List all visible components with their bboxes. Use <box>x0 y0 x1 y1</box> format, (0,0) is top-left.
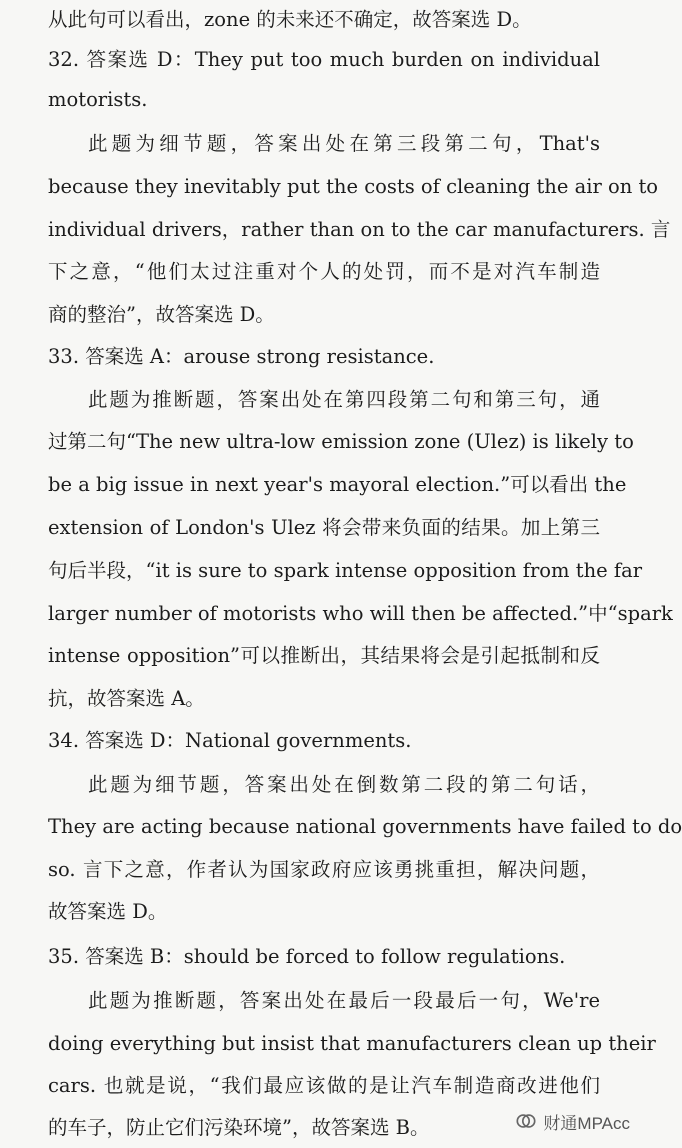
text-line: 抗，故答案选 A。 <box>48 687 205 710</box>
text-line: 此题为推断题，答案出处在最后一段最后一句，We're <box>88 989 600 1012</box>
text-line: individual drivers，rather than on to the car manufacturers. 言 <box>48 218 671 241</box>
text-line: so. 言下之意，作者认为国家政府应该勇挑重担，解决问题， <box>48 858 600 881</box>
text-line: cars. 也就是说，“我们最应该做的是让汽车制造商改进他们 <box>48 1074 600 1097</box>
text-line: 过第二句“The new ultra-low emission zone (Ulez) is likely to <box>48 430 634 453</box>
text-line: larger number of motorists who will then be affected.”中“spark <box>48 602 673 625</box>
text-line: intense opposition”可以推断出，其结果将会是引起抵制和反 <box>48 644 600 667</box>
text-line: 下之意，“他们太过注重对个人的处罚，而不是对汽车制造 <box>48 260 600 283</box>
text-line: motorists. <box>48 88 148 111</box>
text-line: extension of London's Ulez 将会带来负面的结果。加上第三 <box>48 516 600 539</box>
text-line: 的车子，防止它们污染环境”，故答案选 B。 <box>48 1116 430 1139</box>
text-line: because they inevitably put the costs of cleaning the air on to <box>48 175 659 198</box>
text-line: 此题为细节题，答案出处在第三段第二句，That's <box>88 132 600 155</box>
wechat-channel-icon <box>515 1110 537 1132</box>
watermark-text: 财通MPAcc <box>543 1113 630 1133</box>
text-line: be a big issue in next year's mayoral election.”可以看出 the <box>48 473 627 496</box>
text-line: 此题为细节题，答案出处在倒数第二段的第二句话， <box>88 773 600 796</box>
text-line: 句后半段，“it is sure to spark intense opposition from the far <box>48 559 643 582</box>
answer-33-heading: 33. 答案选 A：arouse strong resistance. <box>48 345 435 368</box>
answer-34-heading: 34. 答案选 D：National governments. <box>48 729 412 752</box>
text-line: doing everything but insist that manufacturers clean up their <box>48 1032 656 1055</box>
watermark <box>515 1108 630 1134</box>
answer-35-heading: 35. 答案选 B：should be forced to follow regulations. <box>48 945 566 968</box>
answer-32-heading: 32. 答案选 D：They put too much burden on individual <box>48 48 600 71</box>
text-line: 此题为推断题，答案出处在第四段第二句和第三句，通 <box>88 388 600 411</box>
text-line: They are acting because national governments have failed to do <box>48 815 682 838</box>
text-line: 从此句可以看出，zone 的未来还不确定，故答案选 D。 <box>48 8 532 31</box>
text-line: 故答案选 D。 <box>48 900 168 923</box>
text-line: 商的整治”，故答案选 D。 <box>48 303 275 326</box>
